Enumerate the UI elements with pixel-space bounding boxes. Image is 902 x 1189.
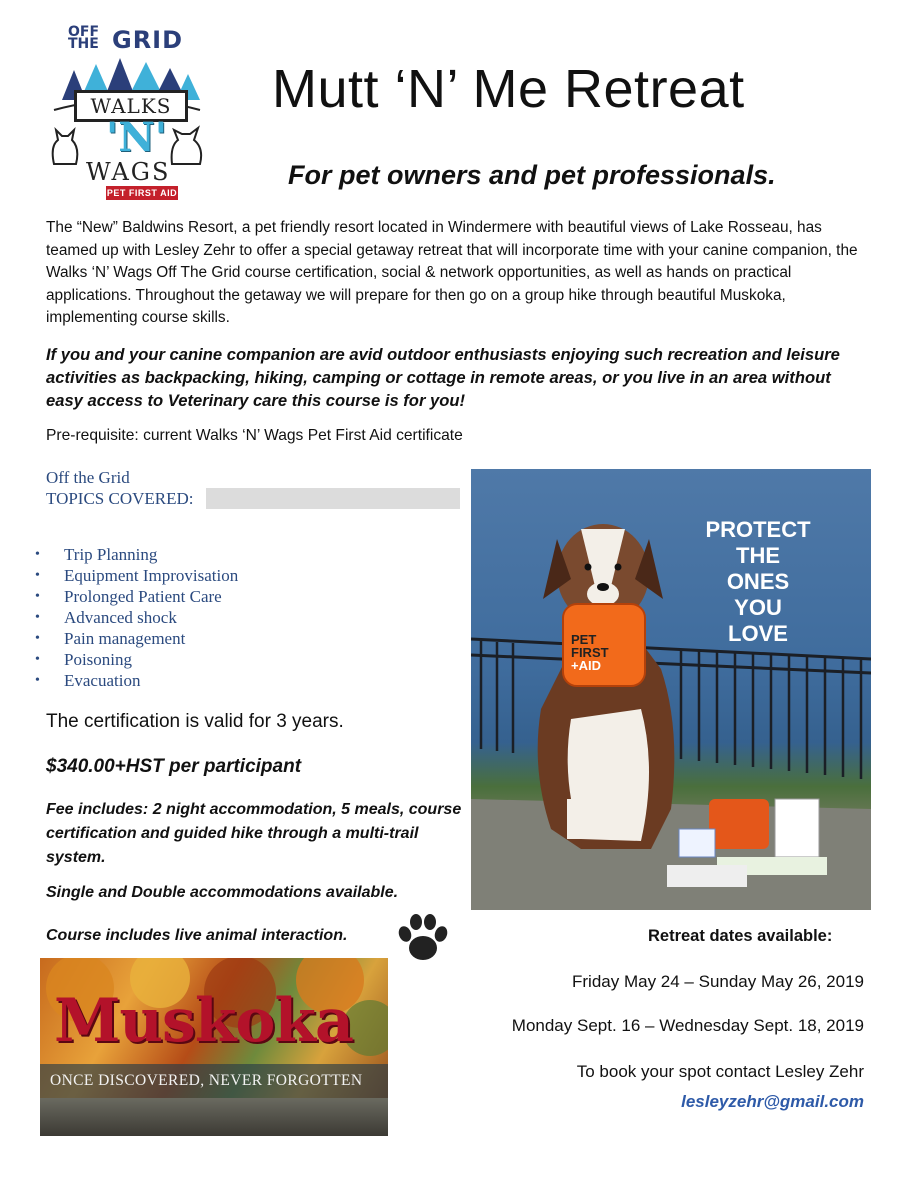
list-item: • Trip Planning bbox=[30, 544, 238, 565]
topics-heading-line1: Off the Grid bbox=[46, 468, 130, 487]
intro-paragraph: The “New” Baldwins Resort, a pet friendly resort located in Windermere with beautiful views of Lake Rosseau, has teamed up with Lesley Zehr to offer a special getaway retreat that will incorporate time with your canine companion, the Walks ‘N’ Wags Off The Grid course certification, social & network opportunities, as well as hands on practical applications. Throughout the getaway we will prepare for then go on a group hike through beautiful Muskoka, implementing course skills. bbox=[46, 219, 858, 327]
walks-n-wags-logo bbox=[46, 26, 208, 206]
slogan-line: PROTECT bbox=[705, 517, 811, 542]
photo-slogan bbox=[471, 517, 871, 647]
logo-off-the: OFF THE bbox=[68, 24, 100, 52]
list-item: • Advanced shock bbox=[30, 607, 238, 628]
price-text: $340.00+HST per participant bbox=[46, 756, 302, 777]
page-subtitle: For pet owners and pet professionals. bbox=[288, 160, 776, 190]
callout-paragraph: If you and your canine companion are avid outdoor enthusiasts enjoying such recreation and leisure activities as backpacking, hiking, camping or cottage in remote areas, or you live in an area without easy access to Veterinary care this course is for you! bbox=[46, 345, 840, 410]
bag-text-line: +AID bbox=[571, 658, 601, 673]
topics-heading-line2: TOPICS COVERED: bbox=[46, 489, 194, 508]
muskoka-tagline: ONCE DISCOVERED, NEVER FORGOTTEN bbox=[50, 1072, 363, 1089]
logo-grid: GRID bbox=[112, 26, 184, 54]
dog-icon bbox=[166, 122, 206, 166]
fee-includes-text: Fee includes: 2 night accommodation, 5 meals, course certification and guided hike through a multi-trail system. bbox=[46, 801, 462, 866]
muskoka-ground bbox=[40, 1098, 388, 1136]
bag-text-line: PET bbox=[571, 632, 597, 647]
animal-interaction-text: Course includes live animal interaction. bbox=[46, 927, 348, 944]
slogan-line: YOU bbox=[734, 595, 782, 620]
dog-photo bbox=[471, 469, 871, 910]
logo-pet-first-aid: PET FIRST AID bbox=[106, 188, 178, 198]
muskoka-word: Muskoka bbox=[54, 986, 353, 1056]
topics-list bbox=[30, 544, 238, 691]
list-item: • Equipment Improvisation bbox=[30, 565, 238, 586]
retreat-date: Monday Sept. 16 – Wednesday Sept. 18, 2019 bbox=[511, 1016, 864, 1035]
slogan-line: ONES bbox=[726, 569, 790, 594]
paw-print-icon bbox=[396, 912, 450, 964]
contact-email-link[interactable]: lesleyzehr@gmail.com bbox=[681, 1092, 864, 1111]
bag-text-line: FIRST bbox=[571, 645, 609, 660]
cat-icon bbox=[48, 126, 82, 166]
list-item: • Evacuation bbox=[30, 670, 238, 691]
list-item: • Poisoning bbox=[30, 649, 238, 670]
prerequisite-text: Pre-requisite: current Walks ‘N’ Wags Pet First Aid certificate bbox=[46, 427, 463, 444]
redacted-block bbox=[206, 488, 460, 509]
page-title: Mutt ‘N’ Me Retreat bbox=[272, 59, 745, 119]
slogan-line: LOVE bbox=[728, 621, 788, 646]
retreat-dates-heading: Retreat dates available: bbox=[648, 927, 833, 945]
list-item: • Prolonged Patient Care bbox=[30, 586, 238, 607]
logo-wags: WAGS bbox=[86, 158, 171, 186]
accommodations-text: Single and Double accommodations available. bbox=[46, 884, 399, 901]
retreat-date: Friday May 24 – Sunday May 26, 2019 bbox=[572, 972, 864, 991]
list-item: • Pain management bbox=[30, 628, 238, 649]
muskoka-photo bbox=[40, 958, 388, 1136]
logo-walks: WALKS bbox=[74, 90, 188, 122]
logo-n: 'N' bbox=[106, 114, 168, 161]
booking-text: To book your spot contact Lesley Zehr bbox=[576, 1062, 864, 1081]
validity-text: The certification is valid for 3 years. bbox=[46, 711, 344, 732]
slogan-line: THE bbox=[736, 543, 780, 568]
